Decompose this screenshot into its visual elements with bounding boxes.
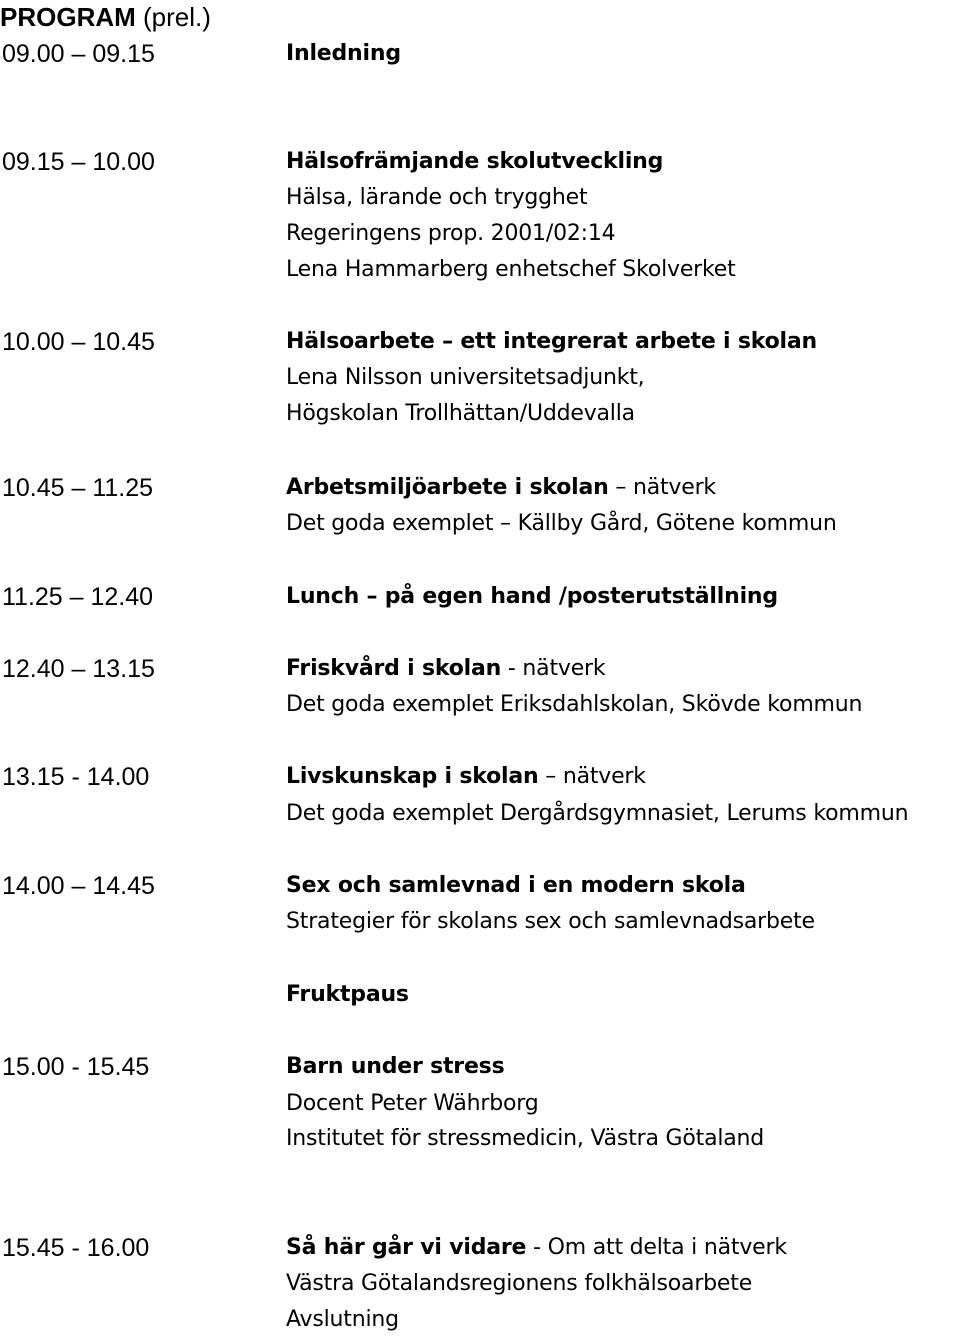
session-time: 09.15 – 10.00 [2,148,155,176]
session-detail: Det goda exemplet – Källby Gård, Götene kommun [286,511,837,536]
session-title-suffix: – nätverk [538,764,646,789]
session-time: 13.15 - 14.00 [2,763,150,791]
session-title-text: Hälsofrämjande skolutveckling [286,149,664,174]
session-detail: Högskolan Trollhättan/Uddevalla [286,401,635,426]
session-title [286,144,663,180]
session-title-text: Så här går vi vidare [286,1235,527,1260]
session-detail: Avslutning [286,1307,399,1332]
session-title [286,868,746,904]
session-detail: Lena Nilsson universitetsadjunkt, [286,365,645,390]
session-title-text: Barn under stress [286,1054,505,1079]
session-title [286,324,817,360]
session-time: 12.40 – 13.15 [2,655,155,683]
session-time: 15.00 - 15.45 [2,1053,150,1081]
session-detail: Lena Hammarberg enhetschef Skolverket [286,257,736,282]
session-title-suffix: – nätverk [608,475,716,500]
session-time: 10.00 – 10.45 [2,328,155,356]
session-time: 14.00 – 14.45 [2,872,155,900]
session-title [286,651,605,687]
page-title-suffix: (prel.) [135,2,211,32]
session-title [286,36,401,72]
session-title [286,1230,787,1266]
session-title-text: Lunch – på egen hand /posterutställning [286,584,778,609]
session-title [286,759,646,795]
session-title-text: Inledning [286,41,401,66]
session-title [286,1049,504,1085]
session-title-text: Hälsoarbete – ett integrerat arbete i skolan [286,329,817,354]
session-title-text: Sex och samlevnad i en modern skola [286,873,746,898]
session-detail: Det goda exemplet Eriksdahlskolan, Skövde kommun [286,692,863,717]
session-detail: Västra Götalandsregionens folkhälsoarbete [286,1271,753,1296]
page-title-bold: PROGRAM [0,2,136,32]
session-title-text: Friskvård i skolan [286,656,502,681]
session-time: 10.45 – 11.25 [2,474,154,502]
session-title-text: Livskunskap i skolan [286,764,539,789]
session-detail: Strategier för skolans sex och samlevnadsarbete [286,909,815,934]
session-title-text: Arbetsmiljöarbete i skolan [286,475,609,500]
session-title-suffix: - Om att delta i nätverk [526,1235,787,1260]
session-title [286,977,409,1013]
session-title [286,579,778,615]
page-title [0,0,211,34]
session-detail: Hälsa, lärande och trygghet [286,185,588,210]
break-title: Fruktpaus [286,982,409,1007]
session-detail: Institutet för stressmedicin, Västra Götaland [286,1126,765,1151]
session-time: 11.25 – 12.40 [2,583,154,611]
session-title [286,470,716,506]
session-detail: Regeringens prop. 2001/02:14 [286,221,616,246]
session-title-suffix: - nätverk [501,656,606,681]
session-detail: Det goda exemplet Dergårdsgymnasiet, Lerums kommun [286,801,909,826]
session-time: 15.45 - 16.00 [2,1234,150,1262]
session-time: 09.00 – 09.15 [2,40,155,68]
session-detail: Docent Peter Währborg [286,1091,539,1116]
